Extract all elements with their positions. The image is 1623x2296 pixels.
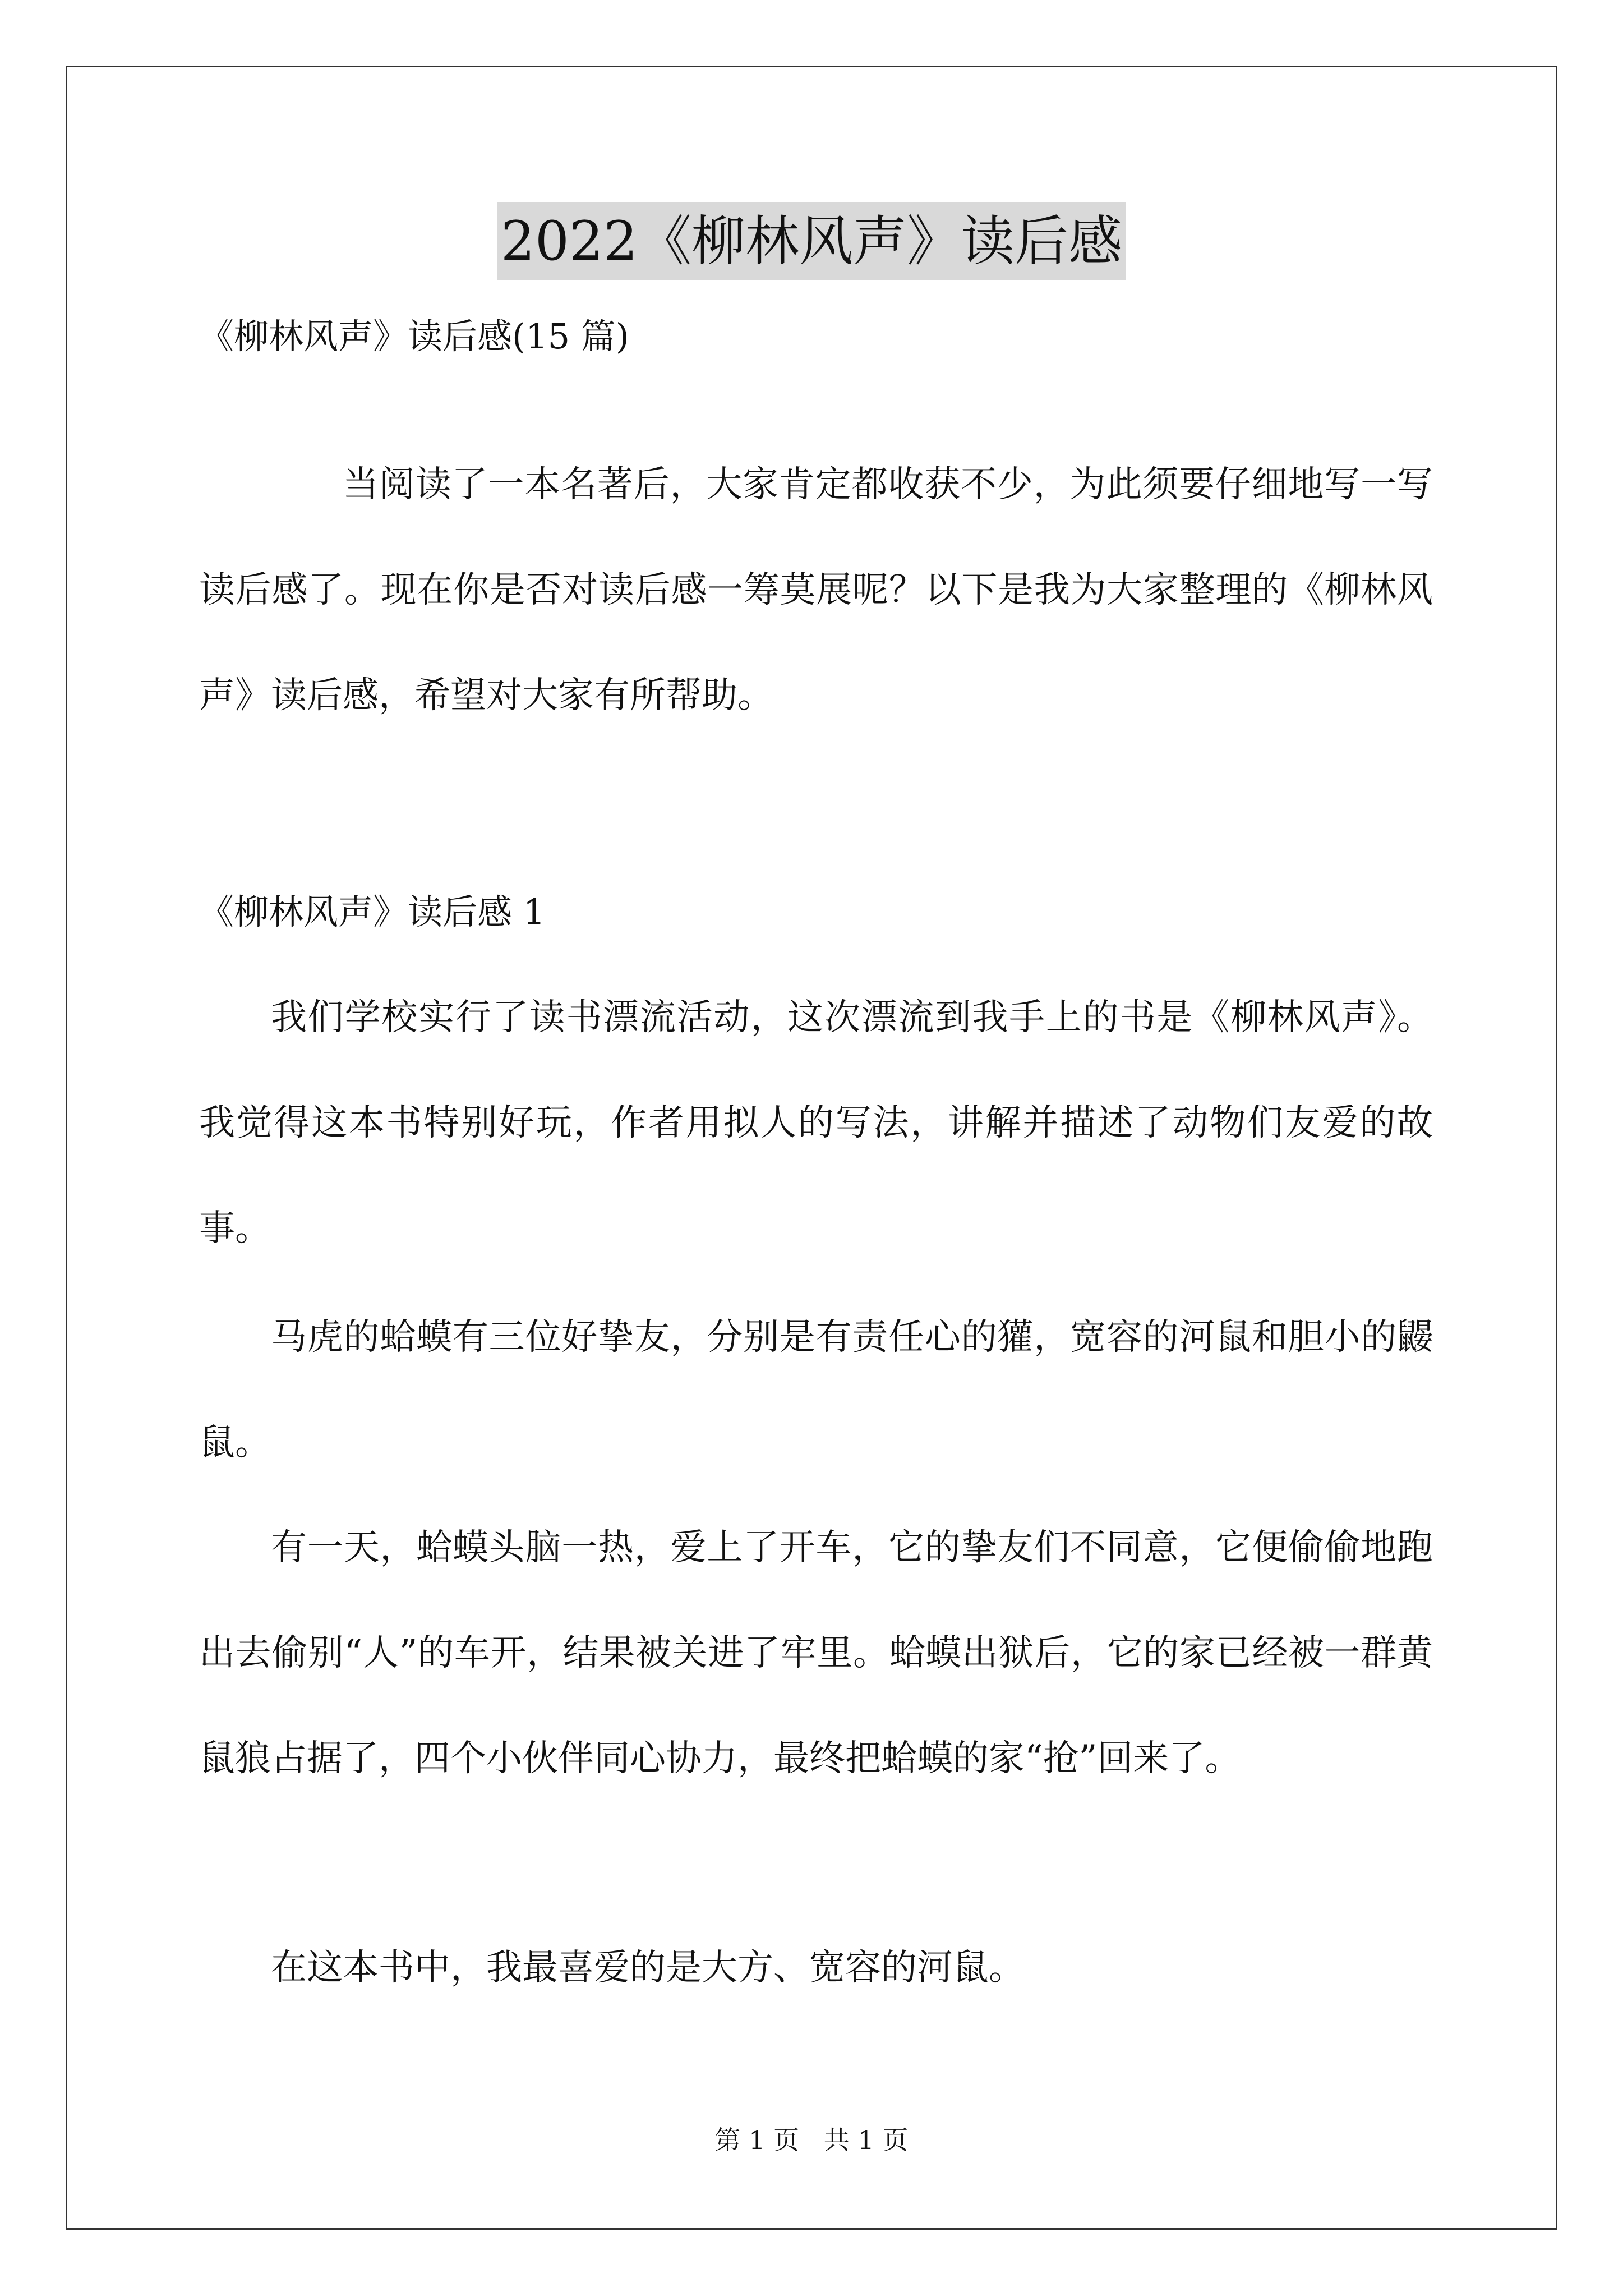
title-container — [0, 202, 1623, 280]
body-paragraph: 我们学校实行了读书漂流活动，这次漂流到我手上的书是《柳林风声》。我觉得这本书特别好玩，作者用拟人的写法，讲解并描述了动物们友爱的故事。 — [199, 997, 1433, 1249]
intro-paragraph: 当阅读了一本名著后，大家肯定都收获不少，为此须要仔细地写一写读后感了。现在你是否对读后感一筹莫展呢？以下是我为大家整理的《柳林风声》读后感，希望对大家有所帮助。 — [199, 464, 1433, 716]
section-heading: 《柳林风声》读后感 1 — [199, 891, 546, 932]
document-subtitle: 《柳林风声》读后感(15 篇) — [199, 316, 629, 357]
body-paragraph: 马虎的蛤蟆有三位好挚友，分别是有责任心的獾，宽容的河鼠和胆小的鼹鼠。 — [199, 1317, 1433, 1464]
body-paragraph: 在这本书中，我最喜爱的是大方、宽容的河鼠。 — [271, 1947, 1025, 1989]
document-title: 2022《柳林风声》读后感 — [497, 202, 1126, 280]
page-footer: 第 1 页 共 1 页 — [714, 2125, 909, 2155]
body-paragraph: 有一天，蛤蟆头脑一热，爱上了开车，它的挚友们不同意，它便偷偷地跑出去偷别“人”的车开，结果被关进了牢里。蛤蟆出狱后，它的家已经被一群黄鼠狼占据了，四个小伙伴同心协力，最终把蛤蟆的家“抢”回来了。 — [199, 1527, 1433, 1779]
